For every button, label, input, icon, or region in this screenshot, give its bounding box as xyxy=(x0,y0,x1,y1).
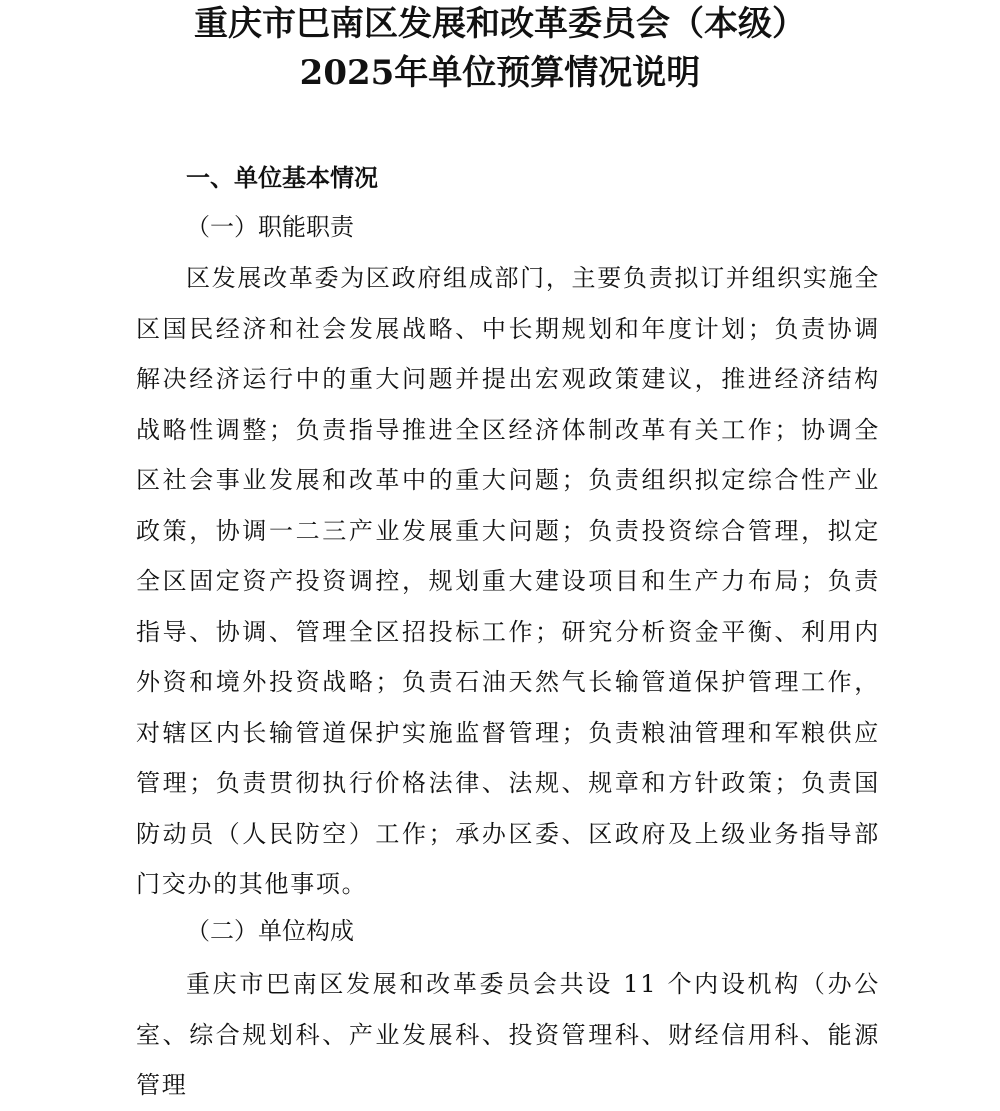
subsection-heading-duties: （一）职能职责 xyxy=(186,213,354,241)
document-title-line-2: 2025年单位预算情况说明 xyxy=(299,53,701,93)
document-title-line-1: 重庆市巴南区发展和改革委员会（本级） xyxy=(194,4,806,44)
subsection-heading-composition: （二）单位构成 xyxy=(186,917,354,945)
duties-paragraph: 区发展改革委为区政府组成部门，主要负责拟订并组织实施全区国民经济和社会发展战略、中长期规划和年度计划；负责协调解决经济运行中的重大问题并提出宏观政策建议，推进经济结构战略性调整；负责指导推进全区经济体制改革有关工作；协调全区社会事业发展和改革中的重大问题；负责组织拟定综合性产业政策，协调一二三产业发展重大问题；负责投资综合管理，拟定全区固定资产投资调控，规划重大建设项目和生产力布局；负责指导、协调、管理全区招投标工作；研究分析资金平衡、利用内外资和境外投资战略；负责石油天然气长输管道保护管理工作，对辖区内长输管道保护实施监督管理；负责粮油管理和军粮供应管理；负责贯彻执行价格法律、法规、规章和方针政策；负责国防动员（人民防空）工作；承办区委、区政府及上级业务指导部门交办的其他事项。 xyxy=(136,264,880,898)
section-heading-basic-info: 一、单位基本情况 xyxy=(186,163,378,192)
composition-paragraph: 重庆市巴南区发展和改革委员会共设 11 个内设机构（办公室、综合规划科、产业发展科、投资管理科、财经信用科、能源管理 xyxy=(136,970,880,1099)
